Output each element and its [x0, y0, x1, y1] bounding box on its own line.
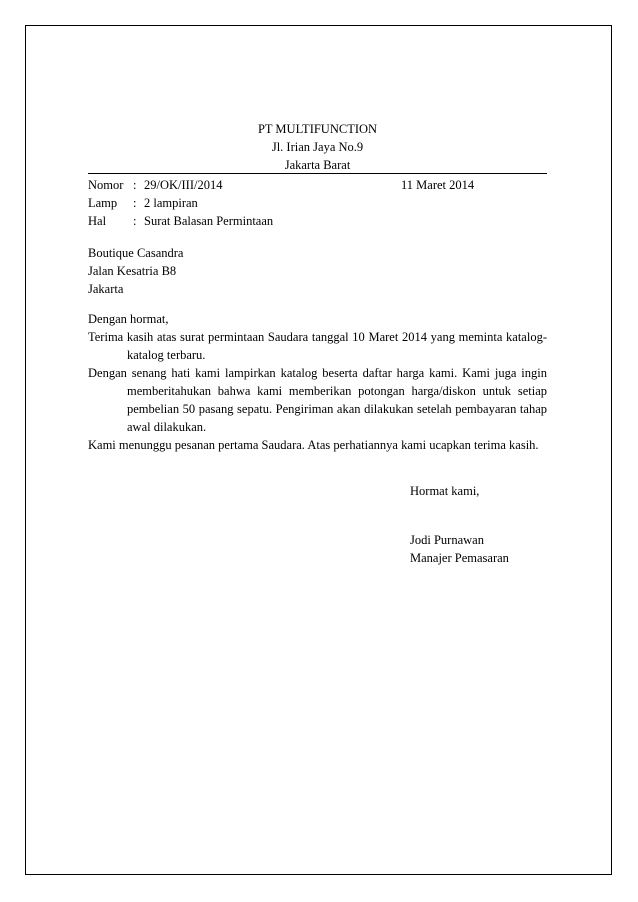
meta-row-number [88, 176, 547, 194]
body-paragraph: Kami menunggu pesanan pertama Saudara. Atas perhatiannya kami ucapkan terima kasih. [88, 438, 539, 452]
company-city: Jakarta Barat [284, 158, 351, 172]
meta-label: Hal [88, 214, 107, 228]
meta-colon: : [133, 178, 137, 192]
closing [410, 482, 479, 500]
closing-greeting: Hormat kami, [410, 484, 480, 498]
meta-value: 29/OK/III/2014 [144, 178, 223, 192]
letterhead-divider [88, 173, 547, 174]
company-name: PT MULTIFUNCTION [257, 122, 378, 136]
signer-title: Manajer Pemasaran [410, 551, 509, 565]
salutation: Dengan hormat, [88, 312, 169, 326]
meta-label: Lamp [88, 196, 118, 210]
letter-body [88, 310, 547, 454]
meta-label: Nomor [88, 178, 124, 192]
meta-colon: : [133, 196, 137, 210]
recipient-address [88, 244, 183, 298]
meta-value: Surat Balasan Permintaan [144, 214, 274, 228]
body-paragraph: Terima kasih atas surat permintaan Saudara tanggal 10 Maret 2014 yang meminta katalog-katalog terbaru. [88, 330, 547, 362]
meta-colon: : [133, 214, 137, 228]
letter-meta [88, 176, 547, 230]
recipient-city: Jakarta [88, 282, 124, 296]
signature-block [410, 531, 509, 567]
company-address: Jl. Irian Jaya No.9 [271, 140, 364, 154]
meta-row-attachment [88, 194, 547, 212]
meta-value: 2 lampiran [144, 196, 198, 210]
signer-name: Jodi Purnawan [410, 533, 484, 547]
recipient-street: Jalan Kesatria B8 [88, 264, 177, 278]
recipient-name: Boutique Casandra [88, 246, 184, 260]
letter-date: 11 Maret 2014 [401, 178, 475, 192]
letterhead [88, 120, 547, 174]
body-paragraph: Dengan senang hati kami lampirkan katalog beserta daftar harga kami. Kami juga ingin memberitahukan bahwa kami memberikan potongan harga/diskon untuk setiap pembelian 50 pasang sepatu. Pengiriman akan dilakukan setelah pembayaran tahap awal dilakukan. [88, 366, 547, 434]
meta-row-subject [88, 212, 547, 230]
